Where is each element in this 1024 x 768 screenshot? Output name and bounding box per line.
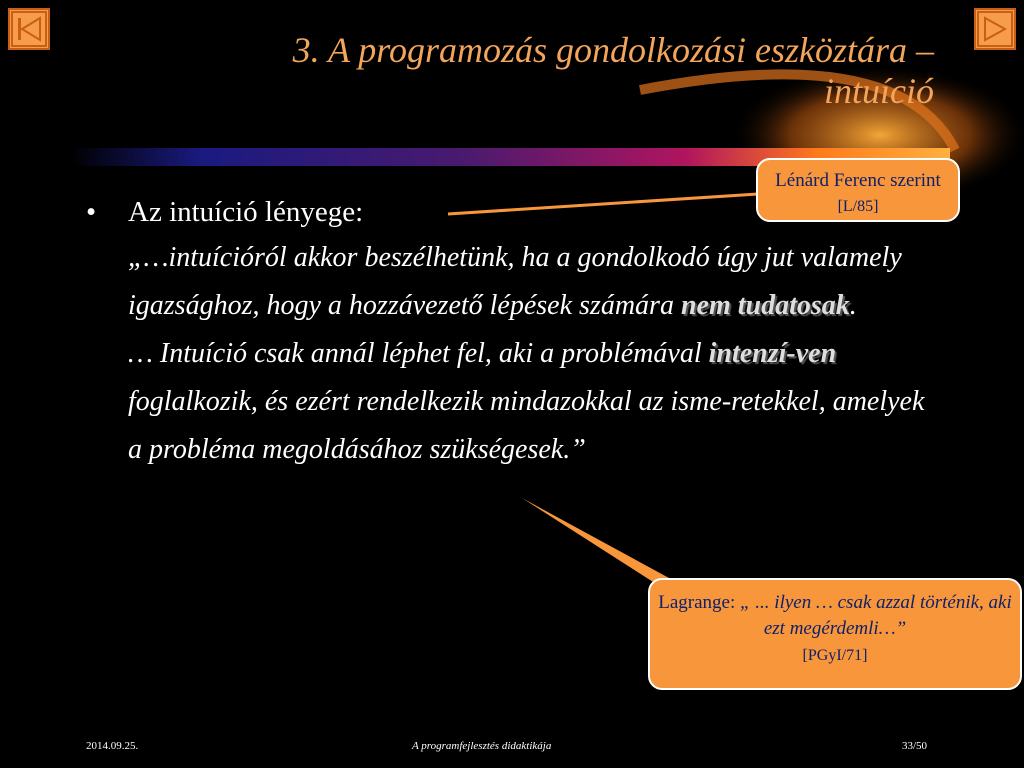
source-callout [756,158,960,222]
title-line-1: 3. A programozás gondolkozási eszköztára – [292,30,934,70]
quote-text-2-end: foglalkozik, és ezért rendelkezik mindazokkal az isme-retekkel, amelyek a probléma megoldásához szükségesek.” [128,386,925,465]
quote-text-1-end: . [849,290,857,321]
footer-title: A programfejlesztés didaktikája [412,740,552,752]
lagrange-label: Lagrange: [658,592,740,613]
bullet-marker: • [86,196,97,228]
next-slide-button[interactable] [974,8,1016,50]
bullet-list [86,190,936,474]
previous-slide-button[interactable] [8,8,50,50]
footer-page-number: 33/50 [902,740,928,752]
source-callout-ref: [L/85] [837,198,879,215]
quote-paragraph-2 [128,330,936,474]
title-line-2: intuíció [824,71,934,111]
slide-title [74,30,934,112]
lagrange-ref: [PGyI/71] [802,647,868,664]
footer-date: 2014.09.25. [86,740,139,752]
quote-text-1: „…intuícióról akkor beszélhetünk, ha a gondolkodó úgy jut valamely igazsághoz, hogy a hozzávezető lépések számára [128,242,902,321]
quote-text-2: … Intuíció csak annál léphet fel, aki a problémával [128,338,709,369]
source-callout-text: Lénárd Ferenc szerint [775,170,941,191]
emphasis-intensive: intenzí-ven [708,338,837,369]
lagrange-callout [648,578,1022,690]
quote-paragraph-1 [128,234,936,330]
lagrange-quote: „ ... ilyen … csak azzal történik, aki ezt megérdemli…” [739,592,1012,639]
next-arrow-icon [976,10,1014,48]
emphasis-not-conscious: nem tudatosak [680,290,850,321]
previous-arrow-icon [10,10,48,48]
bullet-lead-text: Az intuíció lényege: [128,196,364,228]
